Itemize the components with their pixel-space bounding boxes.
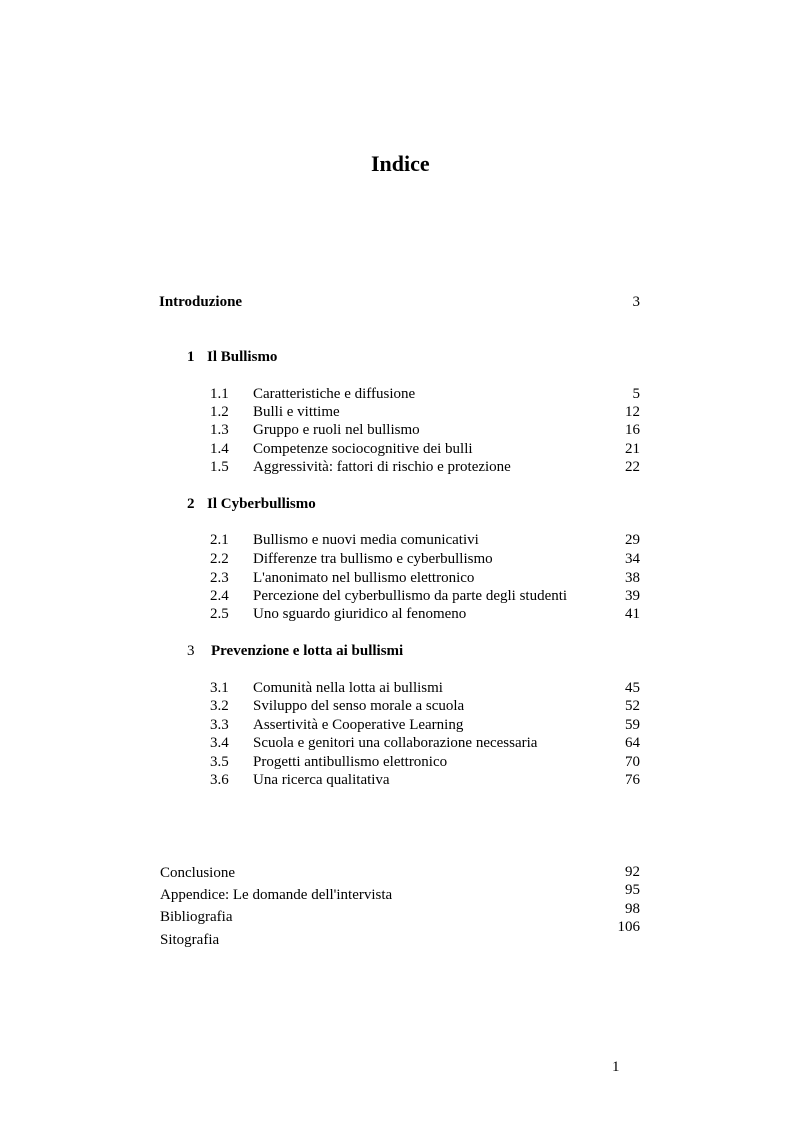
- section-title[interactable]: Bullismo e nuovi media comunicativi: [253, 532, 479, 548]
- section-number: 2.5: [210, 606, 229, 622]
- toc-back-page: 95: [625, 882, 640, 898]
- section-number: 1.3: [210, 422, 229, 438]
- chapter-3-number: 3: [187, 643, 195, 659]
- page-title: Indice: [371, 151, 430, 176]
- section-number: 3.3: [210, 717, 229, 733]
- section-title[interactable]: Sviluppo del senso morale a scuola: [253, 698, 465, 714]
- toc-back-label[interactable]: Appendice: Le domande dell'intervista: [160, 887, 393, 903]
- section-page: 34: [625, 551, 640, 567]
- section-number: 2.2: [210, 551, 229, 567]
- section-title[interactable]: Differenze tra bullismo e cyberbullismo: [253, 551, 493, 567]
- section-title[interactable]: Gruppo e ruoli nel bullismo: [253, 422, 420, 438]
- section-number: 1.2: [210, 404, 229, 420]
- section-title[interactable]: Bulli e vittime: [253, 404, 340, 420]
- section-page: 41: [625, 606, 640, 622]
- section-number: 3.2: [210, 698, 229, 714]
- toc-intro-page: 3: [632, 294, 640, 310]
- section-number: 1.1: [210, 386, 229, 402]
- section-page: 70: [625, 754, 640, 770]
- toc-back-label[interactable]: Bibliografia: [160, 909, 233, 925]
- section-title[interactable]: Assertività e Cooperative Learning: [253, 717, 464, 733]
- chapter-3-title[interactable]: Prevenzione e lotta ai bullismi: [211, 643, 404, 659]
- chapter-1-title[interactable]: Il Bullismo: [207, 349, 278, 365]
- page-number: 1: [612, 1059, 620, 1075]
- section-page: 39: [625, 588, 640, 604]
- section-page: 29: [625, 532, 640, 548]
- section-page: 38: [625, 570, 640, 586]
- section-title[interactable]: Una ricerca qualitativa: [253, 772, 390, 788]
- section-page: 21: [625, 441, 640, 457]
- section-page: 52: [625, 698, 640, 714]
- section-number: 1.5: [210, 459, 229, 475]
- section-number: 3.1: [210, 680, 229, 696]
- toc-back-page: 106: [617, 919, 640, 935]
- section-number: 2.4: [210, 588, 229, 604]
- section-title[interactable]: Competenze sociocognitive dei bulli: [253, 441, 473, 457]
- section-number: 3.4: [210, 735, 229, 751]
- section-number: 3.6: [210, 772, 229, 788]
- section-title[interactable]: Comunità nella lotta ai bullismi: [253, 680, 443, 696]
- section-title[interactable]: Uno sguardo giuridico al fenomeno: [253, 606, 467, 622]
- toc-back-label[interactable]: Sitografia: [160, 932, 220, 948]
- section-page: 22: [625, 459, 640, 475]
- section-title[interactable]: Percezione del cyberbullismo da parte degli studenti: [253, 588, 568, 604]
- toc-back-label[interactable]: Conclusione: [160, 865, 235, 881]
- section-title[interactable]: Scuola e genitori una collaborazione necessaria: [253, 735, 538, 751]
- section-title[interactable]: Caratteristiche e diffusione: [253, 386, 416, 402]
- section-page: 59: [625, 717, 640, 733]
- section-number: 3.5: [210, 754, 229, 770]
- section-title[interactable]: L'anonimato nel bullismo elettronico: [253, 570, 475, 586]
- section-title[interactable]: Progetti antibullismo elettronico: [253, 754, 448, 770]
- chapter-1-number: 1: [187, 349, 195, 365]
- section-page: 76: [625, 772, 640, 788]
- chapter-2-title[interactable]: Il Cyberbullismo: [207, 496, 316, 512]
- section-page: 45: [625, 680, 640, 696]
- section-page: 12: [625, 404, 640, 420]
- toc-back-page: 92: [625, 864, 640, 880]
- chapter-2-number: 2: [187, 496, 195, 512]
- section-number: 1.4: [210, 441, 229, 457]
- section-number: 2.3: [210, 570, 229, 586]
- section-title[interactable]: Aggressività: fattori di rischio e protezione: [253, 459, 511, 475]
- toc-back-page: 98: [625, 901, 640, 917]
- section-page: 16: [625, 422, 640, 438]
- section-page: 64: [625, 735, 640, 751]
- toc-intro-label[interactable]: Introduzione: [159, 294, 243, 310]
- section-number: 2.1: [210, 532, 229, 548]
- section-page: 5: [632, 386, 640, 402]
